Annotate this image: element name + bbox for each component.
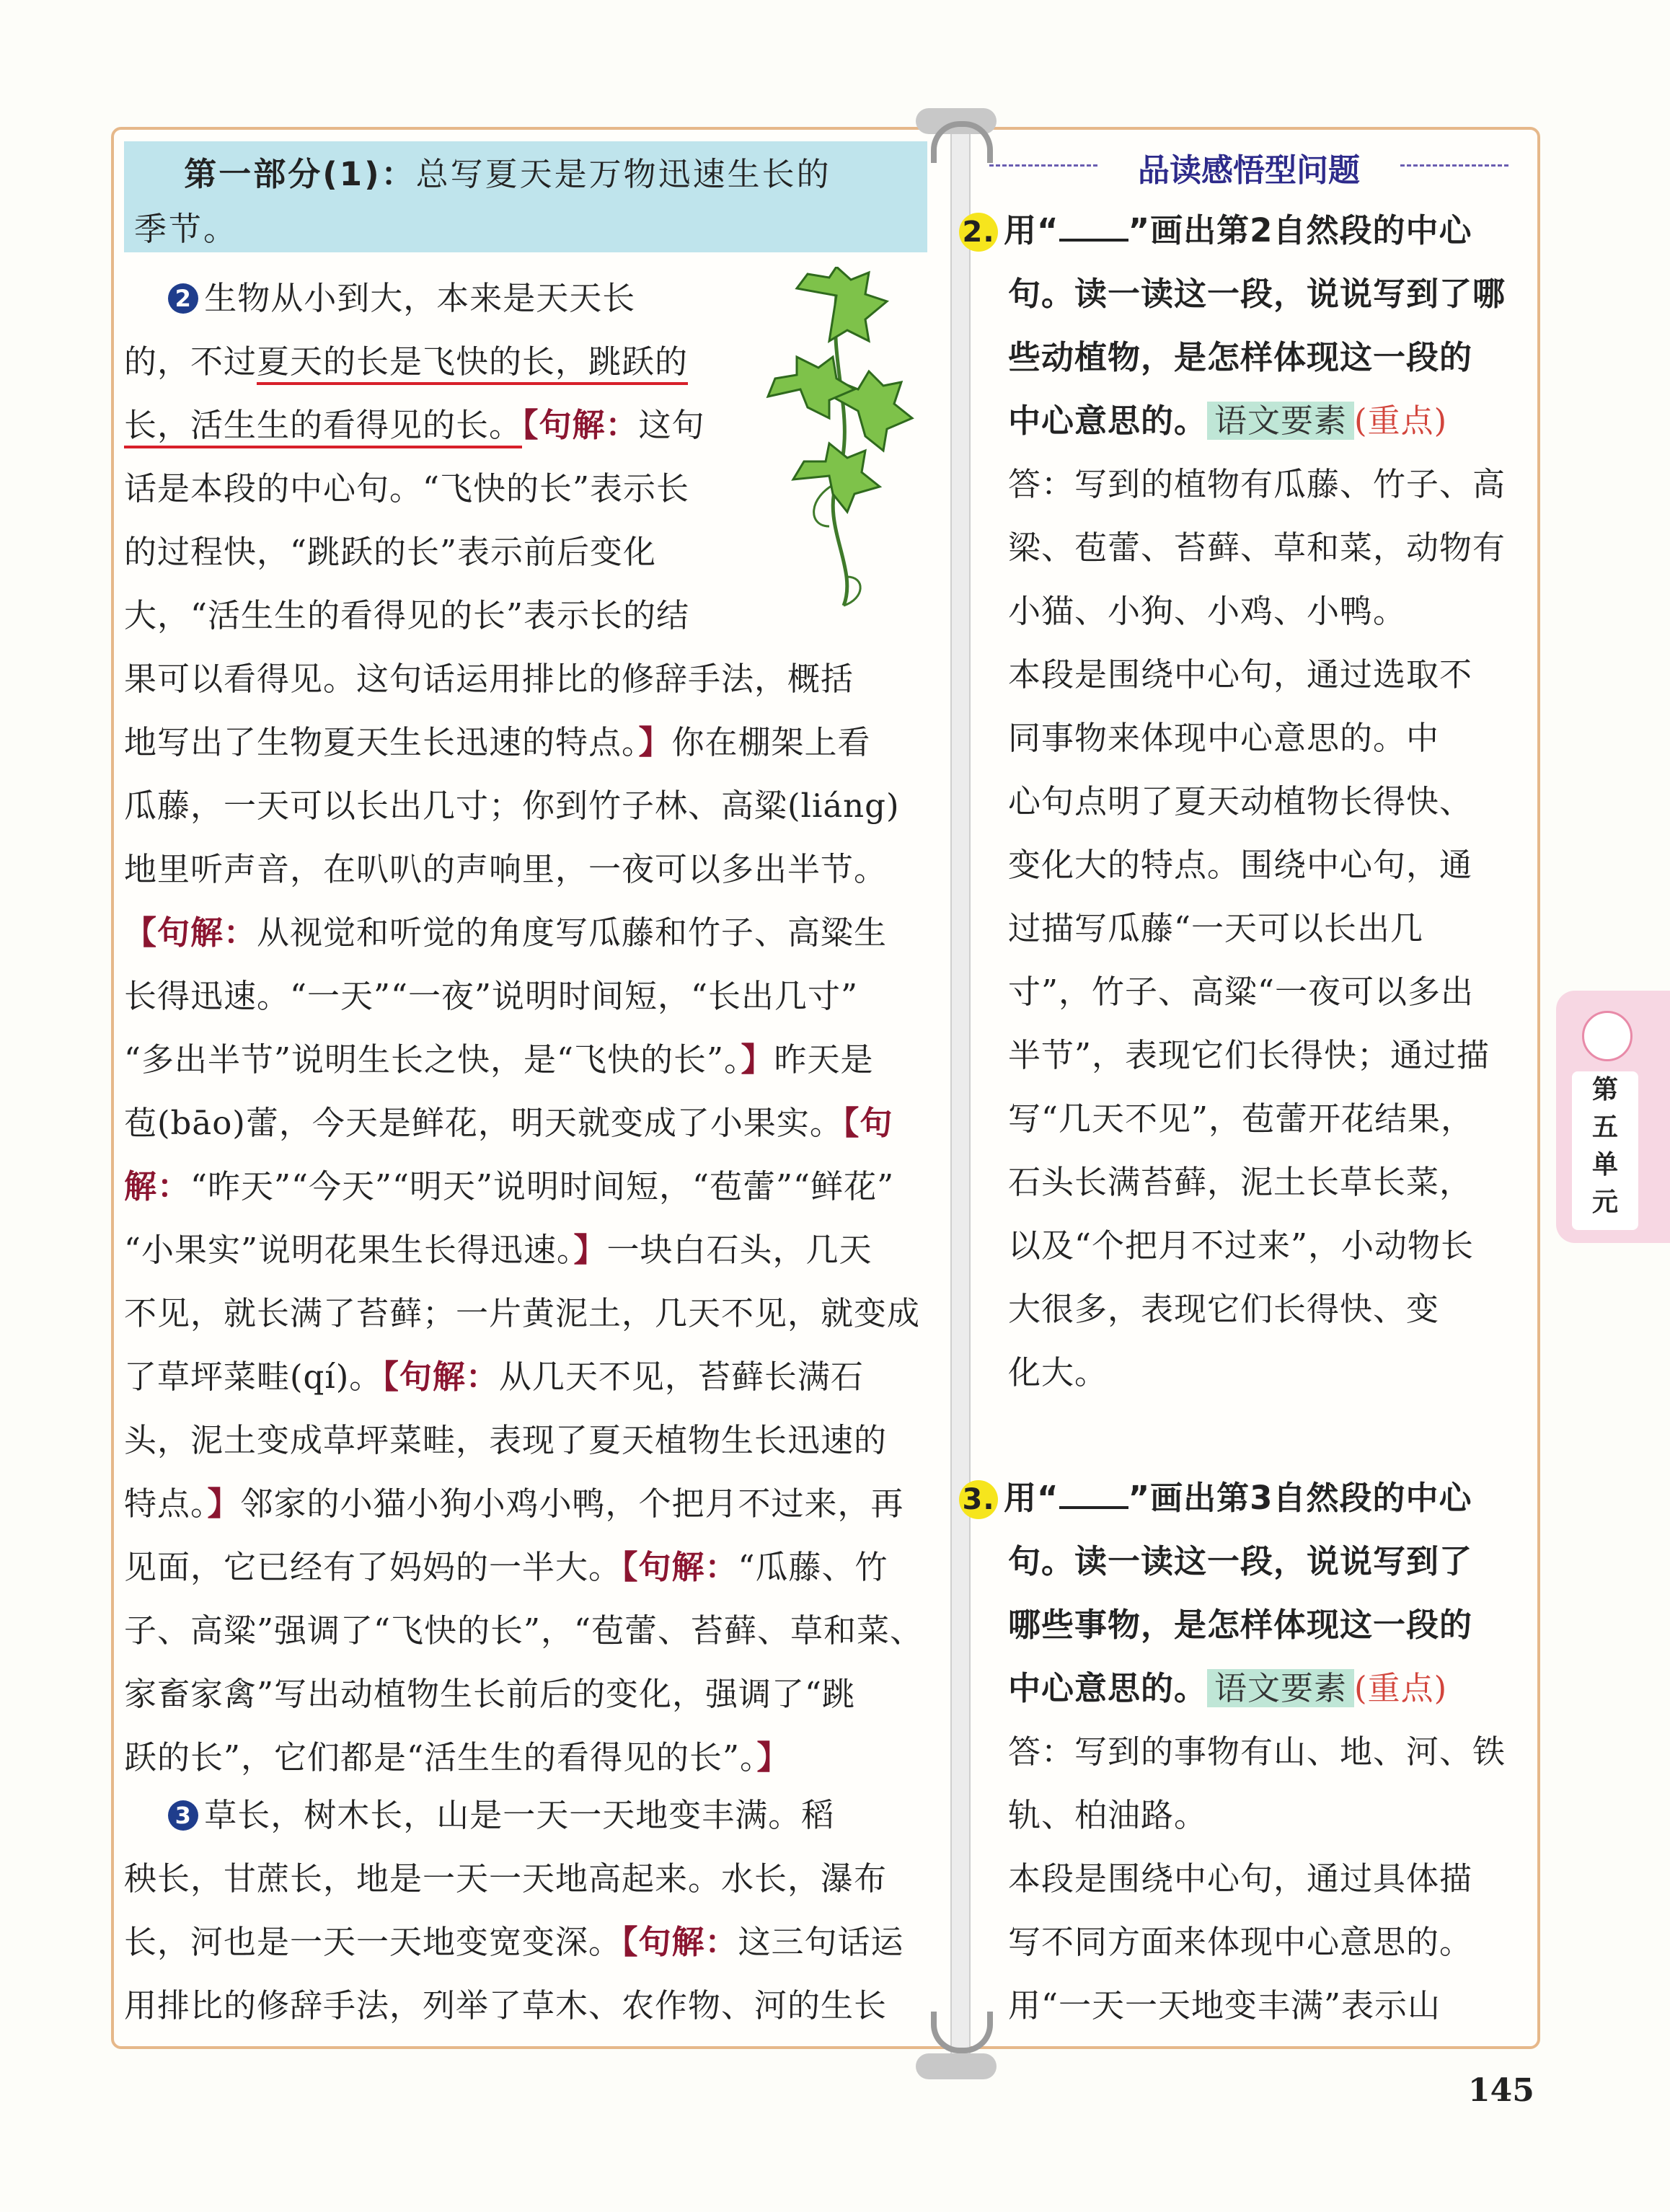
q-text: 句。读一读这一段，说说写到了哪 bbox=[1008, 275, 1506, 313]
left-paragraph-3 bbox=[124, 1784, 932, 2038]
sentence-note-label: 【句解： bbox=[124, 913, 257, 952]
text-line: 生物从小到大，本来是天天长 bbox=[204, 279, 636, 317]
answer-line: 心句点明了夏天动植物长得快、 bbox=[1008, 782, 1473, 820]
tag-key-label: (重点) bbox=[1354, 402, 1448, 440]
text-line: 特点。 bbox=[124, 1485, 208, 1523]
q-text: 句。读一读这一段，说说写到了 bbox=[1008, 1542, 1473, 1580]
answer-line: 过描写瓜藤“一天可以长出几 bbox=[1008, 909, 1424, 947]
text-line: 从几天不见，苔藓长满石 bbox=[498, 1358, 864, 1396]
text-line: 子、高粱”强调了“飞快的长”，“苞蕾、苔藓、草和菜、 bbox=[124, 1611, 924, 1650]
text-line: 大，“活生生的看得见的长”表示长的结 bbox=[124, 596, 690, 634]
text-line: 邻家的小猫小狗小鸡小鸭，个把月不过来，再 bbox=[240, 1485, 904, 1523]
sentence-note-close: 】 bbox=[741, 1040, 774, 1079]
section-title: 第一部分(1)： bbox=[184, 155, 416, 193]
sentence-note-close: 】 bbox=[756, 1738, 790, 1777]
unit-char: 单 bbox=[1591, 1150, 1618, 1180]
question-3 bbox=[959, 1466, 1473, 1720]
text-line: 家畜家禽”写出动植物生长前后的变化，强调了“跳 bbox=[124, 1675, 856, 1713]
text-line: 昨天是 bbox=[774, 1040, 874, 1079]
q-text: 用“ bbox=[1004, 1479, 1059, 1517]
q-text: 中心意思的。 bbox=[1008, 402, 1208, 440]
tag-key-label: (重点) bbox=[1354, 1669, 1448, 1707]
answer-line: 本段是围绕中心句，通过具体描 bbox=[1008, 1859, 1473, 1898]
right-header-title: 品读感悟型问题 bbox=[1138, 152, 1360, 189]
q-text: 些动植物，是怎样体现这一段的 bbox=[1008, 338, 1473, 376]
unit-char: 元 bbox=[1591, 1187, 1618, 1217]
text-line: 瓜藤，一天可以长出几寸；你到竹子林、高粱(liáng) bbox=[124, 787, 900, 825]
blank-line bbox=[1059, 1506, 1128, 1509]
section-header bbox=[124, 141, 927, 252]
unit-char: 第 bbox=[1591, 1075, 1618, 1105]
answer-line: 半节”，表现它们长得快；通过描 bbox=[1008, 1036, 1490, 1074]
answer-line: 答：写到的事物有山、地、河、铁 bbox=[1008, 1733, 1506, 1771]
text-line: 的，不过夏天的长是飞快的长，跳跃的 bbox=[124, 342, 688, 385]
text-line: 的过程快，“跳跃的长”表示前后变化 bbox=[124, 533, 657, 571]
header-dash-left bbox=[989, 164, 1097, 167]
blank-line bbox=[1059, 239, 1128, 242]
answer-line: 用“一天一天地变丰满”表示山 bbox=[1008, 1986, 1441, 2025]
sentence-note-label: 【句 bbox=[842, 1104, 893, 1142]
answer-line: 石头长满苔藓，泥土长草长菜， bbox=[1008, 1163, 1473, 1201]
question-number: 3. bbox=[959, 1480, 998, 1519]
text-line: “多出半节”说明生长之快，是“飞快的长”。 bbox=[124, 1040, 741, 1079]
tag-badge: 语文要素 bbox=[1207, 1669, 1354, 1707]
left-paragraph-2 bbox=[124, 267, 932, 1789]
sentence-note-label: 【句解： bbox=[522, 406, 639, 444]
text-line: 草长，树木长，山是一天一天地变丰满。稻 bbox=[204, 1796, 835, 1834]
answer-line: 写“几天不见”，苞蕾开花结果， bbox=[1008, 1100, 1475, 1138]
answer-line: 写不同方面来体现中心意思的。 bbox=[1008, 1923, 1473, 1961]
text-line: 见面，它已经有了妈妈的一半大。 bbox=[124, 1548, 622, 1586]
sentence-note-label: 【句解： bbox=[382, 1358, 499, 1396]
page-number: 145 bbox=[1468, 2072, 1534, 2109]
answer-line: 化大。 bbox=[1008, 1353, 1108, 1392]
sentence-note-label: 【句解： bbox=[622, 1923, 738, 1961]
text-line: 苞(bāo)蕾，今天是鲜花，明天就变成了小果实。 bbox=[124, 1104, 843, 1142]
unit-label bbox=[1572, 1071, 1638, 1230]
sentence-note-close: 】 bbox=[573, 1231, 607, 1269]
text-line: 你在棚架上看 bbox=[671, 723, 871, 761]
q-text: 用“ bbox=[1004, 211, 1059, 249]
answer-3 bbox=[1008, 1720, 1513, 2038]
question-2 bbox=[959, 199, 1506, 453]
q-text: ”画出第3自然段的中心 bbox=[1128, 1479, 1472, 1517]
answer-line: 小猫、小狗、小鸡、小鸭。 bbox=[1008, 592, 1407, 630]
text-line: 地写出了生物夏天生长迅速的特点。 bbox=[124, 723, 639, 761]
paragraph-number-3: 3 bbox=[168, 1800, 198, 1831]
sentence-note-label-cont: 解： bbox=[124, 1167, 191, 1205]
text-line: 跃的长”，它们都是“活生生的看得见的长”。 bbox=[124, 1738, 757, 1777]
answer-line: 梁、苞蕾、苔藓、草和菜，动物有 bbox=[1008, 528, 1506, 567]
section-desc-2: 季节。 bbox=[134, 210, 239, 248]
header-dash-right bbox=[1400, 164, 1508, 167]
text-line: “瓜藤、竹 bbox=[738, 1548, 888, 1586]
q-text: 哪些事物，是怎样体现这一段的 bbox=[1008, 1606, 1473, 1644]
answer-line: 答：写到的植物有瓜藤、竹子、高 bbox=[1008, 465, 1506, 503]
answer-line: 以及“个把月不过来”，小动物长 bbox=[1008, 1226, 1475, 1265]
answer-2 bbox=[1008, 453, 1513, 1404]
unit-side-tab[interactable] bbox=[1556, 991, 1670, 1243]
q-text: 中心意思的。 bbox=[1008, 1669, 1208, 1707]
text-line: 一块白石头，几天 bbox=[606, 1231, 872, 1269]
binder-clip-bottom bbox=[916, 2053, 997, 2079]
text-line: 这三句话运 bbox=[738, 1923, 904, 1961]
text-line: 长，河也是一天一天地变宽变深。 bbox=[124, 1923, 622, 1961]
text-line: 头，泥土变成草坪菜畦，表现了夏天植物生长迅速的 bbox=[124, 1421, 888, 1459]
answer-line: 同事物来体现中心意思的。中 bbox=[1008, 719, 1440, 757]
text-line: 话是本段的中心句。“飞快的长”表示长 bbox=[124, 469, 690, 508]
sentence-note-close: 】 bbox=[638, 723, 672, 761]
text-line: 果可以看得见。这句话运用排比的修辞手法，概括 bbox=[124, 660, 854, 698]
text-line: 用排比的修辞手法，列举了草木、农作物、河的生长 bbox=[124, 1986, 888, 2025]
text-line: 了草坪菜畦(qí)。 bbox=[124, 1358, 383, 1396]
text-line: 秧长，甘蔗长，地是一天一天地高起来。水长，瀑布 bbox=[124, 1859, 888, 1898]
text-line: “昨天”“今天”“明天”说明时间短，“苞蕾”“鲜花” bbox=[190, 1167, 895, 1205]
text-line: 不见，就长满了苔藓；一片黄泥土，几天不见，就变成 bbox=[124, 1294, 921, 1332]
text-line: 地里听声音，在叭叭的声响里，一夜可以多出半节。 bbox=[124, 850, 888, 888]
tag-badge: 语文要素 bbox=[1207, 402, 1354, 440]
sentence-note-close: 】 bbox=[207, 1485, 241, 1523]
text-line: 长得迅速。“一天”“一夜”说明时间短，“长出几寸” bbox=[124, 977, 859, 1015]
answer-line: 变化大的特点。围绕中心句，通 bbox=[1008, 846, 1473, 884]
answer-line: 轨、柏油路。 bbox=[1008, 1796, 1208, 1834]
text-line: 从视觉和听觉的角度写瓜藤和竹子、高粱生 bbox=[257, 913, 888, 952]
question-number: 2. bbox=[959, 213, 998, 252]
section-desc: 总写夏天是万物迅速生长的 bbox=[415, 155, 831, 193]
answer-line: 本段是围绕中心句，通过选取不 bbox=[1008, 655, 1473, 694]
central-sentence-underline-2: 长，活生生的看得见的长。 bbox=[124, 406, 522, 448]
text-line: 这句 bbox=[638, 406, 705, 444]
right-section-header bbox=[989, 144, 1508, 187]
paragraph-number-2: 2 bbox=[168, 283, 198, 314]
sentence-note-label: 【句解： bbox=[622, 1548, 738, 1586]
answer-line: 大很多，表现它们长得快、变 bbox=[1008, 1290, 1440, 1328]
central-sentence-underline: 夏天的长是飞快的长，跳跃的 bbox=[257, 342, 688, 385]
answer-line: 寸”，竹子、高粱“一夜可以多出 bbox=[1008, 973, 1475, 1011]
q-text: ”画出第2自然段的中心 bbox=[1128, 211, 1472, 249]
unit-char: 五 bbox=[1591, 1112, 1618, 1142]
bunny-icon bbox=[1582, 1011, 1633, 1061]
text-line: “小果实”说明花果生长得迅速。 bbox=[124, 1231, 574, 1269]
